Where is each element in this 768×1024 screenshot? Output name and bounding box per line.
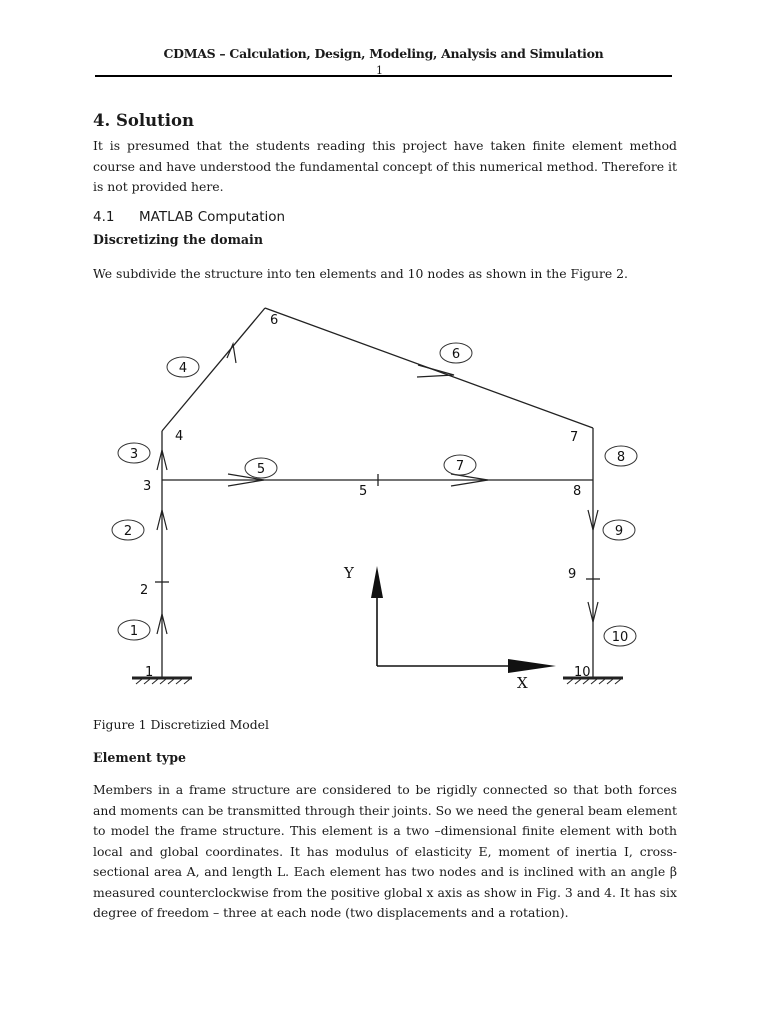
node-label-8: 8	[573, 484, 582, 499]
element-type-paragraph: Members in a frame structure are considered to be rigidly connected so that both forces and moments can be transmitted through their joints. So we need the general beam element to model the frame structure. This element is a two –dimensional finite element with both local and global coordinates. It has modulus of elasticity E, moment of inertia I, cross-sectional area A, and length L. Each element has two nodes and is inclined with an angle β measured counterclockwise from the positive global x axis as show in Fig. 3 and 4. It has six degree of freedom – three at each node (two displacements and a rotation).	[93, 782, 677, 920]
element-type-heading: Element type	[93, 750, 187, 765]
element-label-9: 9	[614, 524, 624, 539]
discretizing-heading: Discretizing the domain	[93, 232, 263, 247]
subsection-number: 4.1	[93, 209, 115, 225]
subsection-title: MATLAB Computation	[139, 209, 286, 225]
element-label-4: 4	[178, 361, 188, 376]
support-hatching	[136, 679, 621, 684]
discretizing-paragraph: We subdivide the structure into ten elements and 10 nodes as shown in the Figure 2.	[93, 266, 628, 281]
element-label-5: 5	[256, 462, 266, 477]
element-label-1: 1	[129, 624, 139, 639]
element-label-3: 3	[129, 447, 139, 462]
node-label-9: 9	[568, 567, 577, 582]
node-label-10: 10	[574, 665, 591, 680]
section-heading: 4. Solution	[93, 111, 195, 130]
element-label-2: 2	[123, 524, 133, 539]
element-label-7: 7	[455, 459, 465, 474]
left-rafter	[162, 308, 265, 431]
node-label-5: 5	[359, 484, 368, 499]
element-label-6: 6	[451, 347, 461, 362]
arrow-element-4	[227, 344, 236, 363]
intro-paragraph: It is presumed that the students reading this project have taken finite element method course and have understood the fundamental concept of this numerical method. Therefore it is not provided here.	[93, 138, 677, 194]
node-label-2: 2	[140, 583, 149, 598]
page-number: 1	[376, 64, 383, 77]
node-label-6: 6	[270, 313, 279, 328]
figure-caption: Figure 1 Discretizied Model	[93, 717, 269, 732]
axis-x-label: X	[517, 674, 528, 692]
axis-y-label: Y	[344, 564, 354, 582]
node-label-1: 1	[145, 665, 154, 680]
element-label-8: 8	[616, 450, 626, 465]
element-label-circles	[112, 343, 637, 646]
element-label-10: 10	[611, 630, 629, 645]
node-label-4: 4	[175, 429, 184, 444]
coordinate-axes	[371, 566, 556, 673]
node-label-7: 7	[570, 430, 579, 445]
node-label-3: 3	[143, 479, 152, 494]
page-header-title: CDMAS – Calculation, Design, Modeling, Analysis and Simulation	[163, 46, 604, 61]
